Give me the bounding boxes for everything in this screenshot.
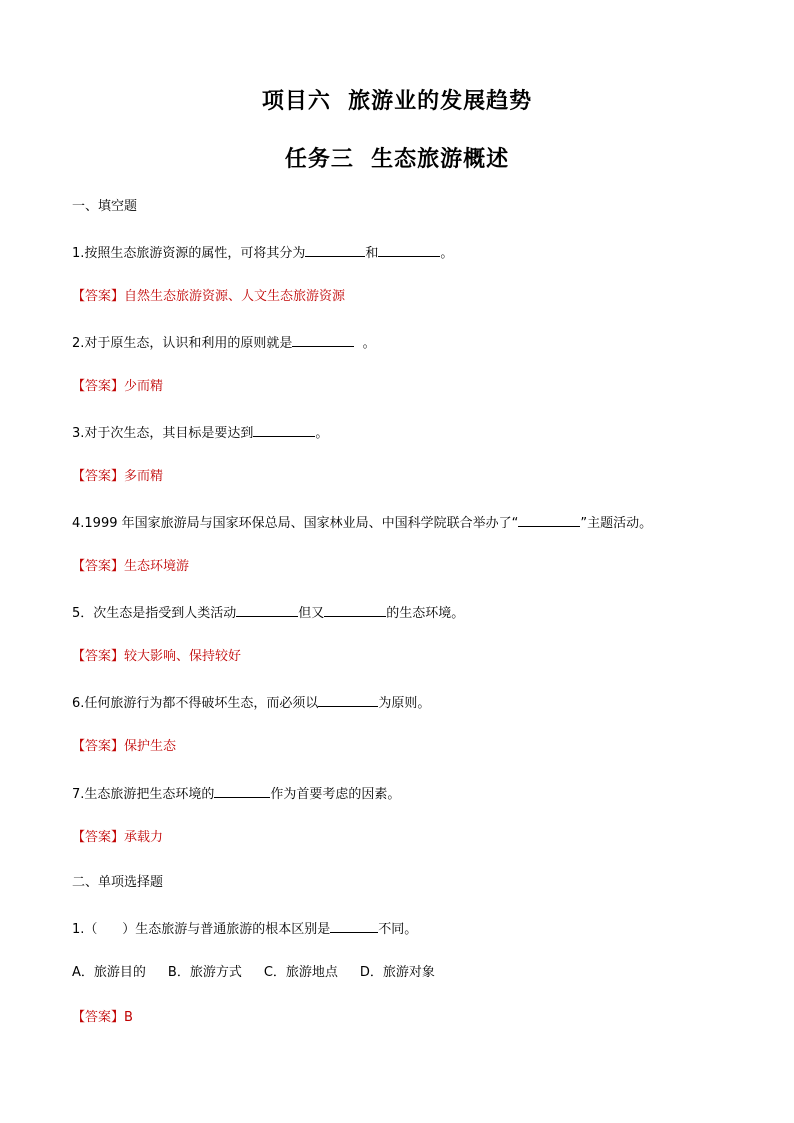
question-text: 的生态环境。 <box>386 606 465 621</box>
question-text: 5．次生态是指受到人类活动 <box>72 606 237 621</box>
choice-options <box>72 964 457 982</box>
section-heading-fill-in: 一、填空题 <box>72 199 138 214</box>
question-text: 1.按照生态旅游资源的属性，可将其分为 <box>72 246 306 261</box>
answer-text: 少而精 <box>124 379 164 394</box>
option-d[interactable]: D．旅游对象 <box>359 965 435 980</box>
answer-tag: 【答案】 <box>72 1010 125 1025</box>
question-text: 6.任何旅游行为都不得破坏生态，而必须以 <box>72 696 319 711</box>
answer-tag: 【答案】 <box>72 559 125 574</box>
answer-4 <box>72 558 189 576</box>
answer-2 <box>72 378 163 396</box>
answer-blank <box>318 693 378 707</box>
option-a[interactable]: A．旅游目的 <box>72 965 146 980</box>
answer-3 <box>72 468 163 486</box>
answer-blank <box>292 333 354 347</box>
question-text: 不同。 <box>378 922 418 937</box>
answer-7 <box>72 829 163 847</box>
answer-tag: 【答案】 <box>72 469 125 484</box>
question-4 <box>72 513 652 533</box>
question-text: 2.对于原生态，认识和利用的原则就是 <box>72 336 293 351</box>
question-text: 4.1999 年国家旅游局与国家环保总局、国家林业局、中国科学院联合举办了“ <box>72 516 519 531</box>
answer-text: 保护生态 <box>124 739 177 754</box>
answer-tag: 【答案】 <box>72 379 125 394</box>
option-b[interactable]: B．旅游方式 <box>167 965 242 980</box>
answer-6 <box>72 738 176 756</box>
question-text: 作为首要考虑的因素。 <box>270 787 401 802</box>
answer-tag: 【答案】 <box>72 289 125 304</box>
question-text: 。 <box>315 426 329 441</box>
question-text: 。 <box>440 246 454 261</box>
question-text: 3.对于次生态，其目标是要达到 <box>72 426 254 441</box>
question-5 <box>72 603 464 623</box>
answer-blank <box>214 784 270 798</box>
choice-answer-1 <box>72 1009 133 1027</box>
answer-text: B <box>124 1010 133 1025</box>
question-1 <box>72 243 453 263</box>
question-text: 7.生态旅游把生态环境的 <box>72 787 215 802</box>
answer-text: 承载力 <box>124 830 164 845</box>
answer-5 <box>72 648 241 666</box>
answer-text: 多而精 <box>124 469 164 484</box>
answer-text: 生态环境游 <box>124 559 190 574</box>
question-text: 但又 <box>298 606 325 621</box>
section-heading-single-choice: 二、单项选择题 <box>72 875 164 890</box>
choice-question-1 <box>72 919 417 939</box>
question-3 <box>72 423 328 443</box>
option-c[interactable]: C．旅游地点 <box>263 965 338 980</box>
answer-text: 自然生态旅游资源、人文生态旅游资源 <box>124 289 346 304</box>
question-text: ”主题活动。 <box>580 516 653 531</box>
answer-tag: 【答案】 <box>72 649 125 664</box>
answer-tag: 【答案】 <box>72 739 125 754</box>
page-subtitle: 任务三 生态旅游概述 <box>284 146 510 172</box>
answer-blank <box>253 423 315 437</box>
question-text: 。 <box>354 336 376 351</box>
question-text: 1.（ ）生态旅游与普通旅游的根本区别是 <box>72 922 331 937</box>
answer-blank <box>330 919 378 933</box>
question-2 <box>72 333 376 353</box>
answer-tag: 【答案】 <box>72 830 125 845</box>
answer-text: 较大影响、保持较好 <box>124 649 242 664</box>
page-title: 项目六 旅游业的发展趋势 <box>261 88 533 114</box>
answer-blank <box>305 243 365 257</box>
answer-blank <box>324 603 386 617</box>
question-text: 为原则。 <box>378 696 431 711</box>
question-7 <box>72 784 400 804</box>
answer-blank <box>236 603 298 617</box>
answer-1 <box>72 288 345 306</box>
question-6 <box>72 693 430 713</box>
question-text: 和 <box>365 246 379 261</box>
answer-blank <box>518 513 580 527</box>
answer-blank <box>378 243 440 257</box>
